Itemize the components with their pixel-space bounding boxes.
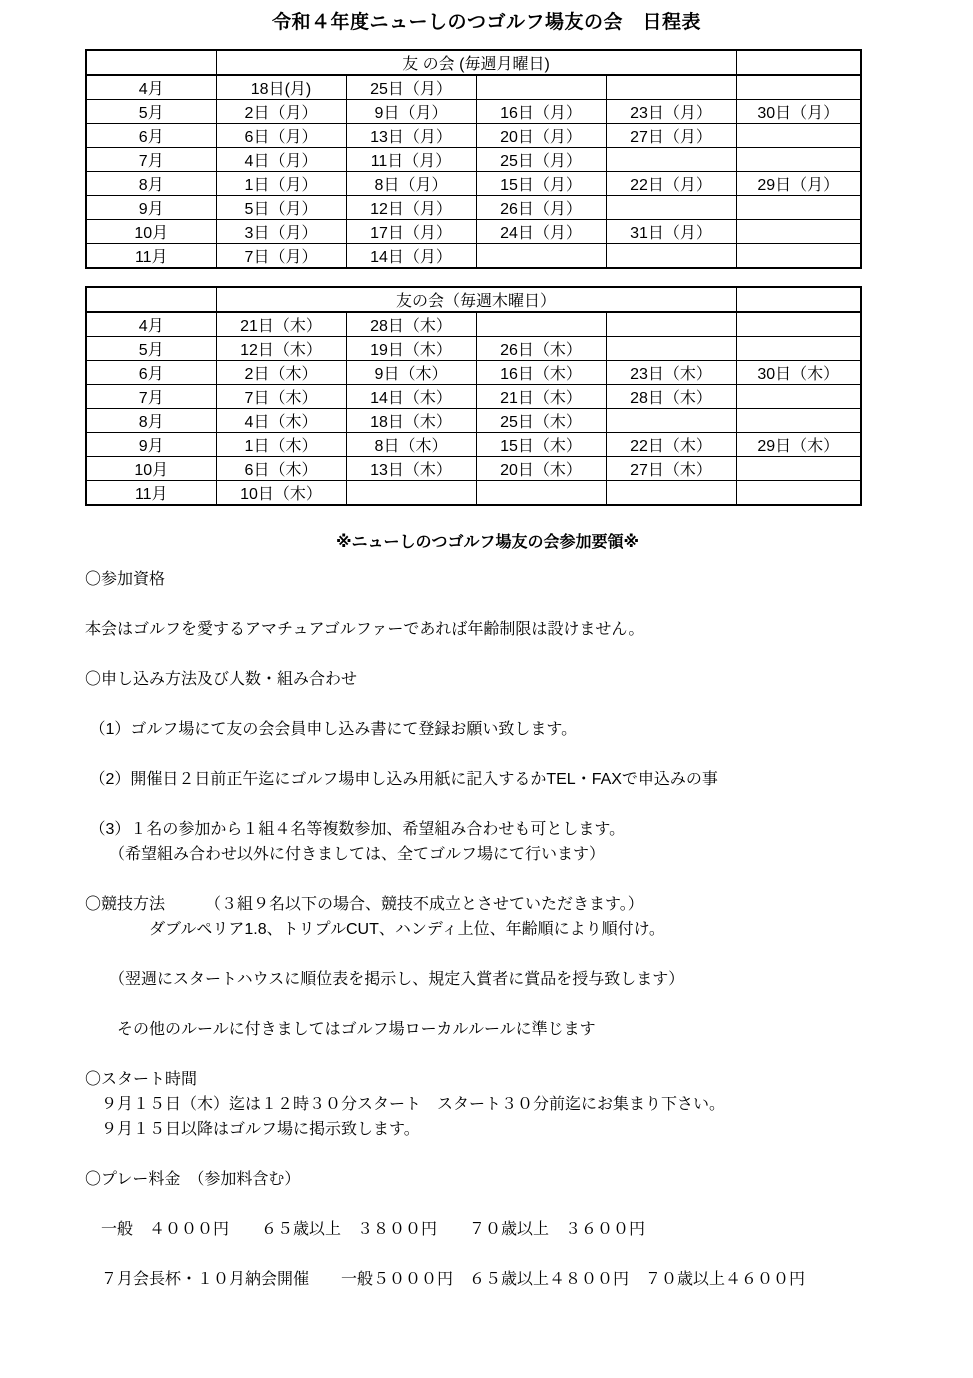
table-row (86, 220, 861, 244)
empty-date-cell (606, 75, 736, 100)
table-row (86, 172, 861, 196)
month-cell: 4月 (86, 312, 216, 337)
table-row (86, 385, 861, 409)
guideline-line: ９月１５日以降はゴルフ場に掲示致します。 (85, 1121, 420, 1138)
blank-line (85, 1142, 890, 1167)
month-cell: 9月 (86, 433, 216, 457)
guideline-line: （2）開催日２日前正午迄にゴルフ場申し込み用紙に記入するかTEL・FAXで申込みの事 (85, 771, 718, 788)
month-cell: 4月 (86, 75, 216, 100)
month-cell: 5月 (86, 337, 216, 361)
empty-date-cell (476, 75, 606, 100)
date-cell: 21日（木） (476, 385, 606, 409)
empty-date-cell (736, 244, 861, 269)
date-cell: 26日（月） (476, 196, 606, 220)
empty-date-cell (736, 124, 861, 148)
date-cell: 4日（木） (216, 409, 346, 433)
thursday-schedule-table (85, 286, 862, 506)
empty-date-cell (736, 75, 861, 100)
month-cell: 10月 (86, 457, 216, 481)
month-cell: 6月 (86, 124, 216, 148)
blank-line (85, 792, 890, 817)
date-cell: 19日（木） (346, 337, 476, 361)
date-cell: 14日（月） (346, 244, 476, 269)
table-title-thursday: 友の会（毎週木曜日） (216, 287, 736, 312)
empty-header-cell (86, 287, 216, 312)
guideline-line: （1）ゴルフ場にて友の会会員申し込み書にて登録お願い致します。 (85, 721, 578, 738)
date-cell: 28日（木） (346, 312, 476, 337)
blank-line (85, 692, 890, 717)
empty-date-cell (736, 337, 861, 361)
table-row (86, 148, 861, 172)
table-row (86, 100, 861, 124)
date-cell: 18日（木） (346, 409, 476, 433)
guidelines-heading: ※ニューしのつゴルフ場友の会参加要領※ (335, 534, 640, 551)
table-row (86, 457, 861, 481)
date-cell: 10日（木） (216, 481, 346, 506)
date-cell: 1日（月） (216, 172, 346, 196)
date-cell: 27日（木） (606, 457, 736, 481)
date-cell: 23日（木） (606, 361, 736, 385)
date-cell: 7日（木） (216, 385, 346, 409)
date-cell: 31日（月） (606, 220, 736, 244)
date-cell: 14日（木） (346, 385, 476, 409)
empty-date-cell (606, 148, 736, 172)
guideline-line: ダブルペリア1.8、トリプルCUT、ハンディ上位、年齢順により順付け。 (85, 921, 665, 938)
guideline-line: 〇競技方法 （３組９名以下の場合、競技不成立とさせていただきます。） (85, 896, 644, 913)
empty-header-cell (86, 50, 216, 75)
month-cell: 7月 (86, 148, 216, 172)
guideline-line: ９月１５日（木）迄は１２時３０分スタート スタート３０分前迄にお集まり下さい。 (85, 1096, 726, 1113)
date-cell: 17日（月） (346, 220, 476, 244)
date-cell: 25日（月） (346, 75, 476, 100)
date-cell: 15日（木） (476, 433, 606, 457)
date-cell: 13日（月） (346, 124, 476, 148)
date-cell: 4日（月） (216, 148, 346, 172)
guideline-line: 本会はゴルフを愛するアマチュアゴルファーであれば年齢制限は設けません。 (85, 621, 645, 638)
empty-date-cell (606, 481, 736, 506)
table-row (86, 433, 861, 457)
month-cell: 5月 (86, 100, 216, 124)
date-cell: 5日（月） (216, 196, 346, 220)
monday-schedule-table (85, 49, 862, 269)
empty-date-cell (606, 312, 736, 337)
date-cell: 29日（木） (736, 433, 861, 457)
empty-date-cell (736, 312, 861, 337)
date-cell: 27日（月） (606, 124, 736, 148)
date-cell: 6日（木） (216, 457, 346, 481)
document-title: 令和４年度ニューしのつゴルフ場友の会 日程表 (271, 12, 701, 33)
blank-line (85, 992, 890, 1017)
date-cell: 2日（木） (216, 361, 346, 385)
date-cell: 20日（木） (476, 457, 606, 481)
guideline-line: 〇参加資格 (85, 571, 166, 588)
guideline-line: 〇プレー料金 （参加料含む） (85, 1171, 301, 1188)
date-cell: 3日（月） (216, 220, 346, 244)
table-row (86, 361, 861, 385)
date-cell: 1日（木） (216, 433, 346, 457)
date-cell: 16日（木） (476, 361, 606, 385)
table-title-monday: 友 の会 (毎週月曜日) (216, 50, 736, 75)
date-cell: 20日（月） (476, 124, 606, 148)
table-row (86, 244, 861, 269)
date-cell: 25日（木） (476, 409, 606, 433)
month-cell: 11月 (86, 481, 216, 506)
month-cell: 9月 (86, 196, 216, 220)
guideline-line: その他のルールに付きましてはゴルフ場ローカルルールに準じます (85, 1021, 596, 1038)
table-header-row (86, 50, 861, 75)
guidelines-body (85, 567, 890, 1292)
table-row (86, 481, 861, 506)
date-cell: 9日（木） (346, 361, 476, 385)
empty-date-cell (476, 312, 606, 337)
empty-date-cell (736, 220, 861, 244)
date-cell: 12日（月） (346, 196, 476, 220)
empty-date-cell (736, 409, 861, 433)
date-cell: 11日（月） (346, 148, 476, 172)
date-cell: 16日（月） (476, 100, 606, 124)
empty-date-cell (606, 196, 736, 220)
date-cell: 8日（月） (346, 172, 476, 196)
table-row (86, 337, 861, 361)
guideline-line: 〇スタート時間 (85, 1071, 198, 1088)
empty-date-cell (346, 481, 476, 506)
guideline-line: 一般 ４０００円 ６５歳以上 ３８００円 ７０歳以上 ３６００円 (85, 1221, 646, 1238)
date-cell: 2日（月） (216, 100, 346, 124)
date-cell: 13日（木） (346, 457, 476, 481)
blank-line (85, 867, 890, 892)
month-cell: 6月 (86, 361, 216, 385)
empty-date-cell (606, 409, 736, 433)
table-header-row (86, 287, 861, 312)
date-cell: 7日（月） (216, 244, 346, 269)
empty-date-cell (606, 244, 736, 269)
date-cell: 25日（月） (476, 148, 606, 172)
table-row (86, 124, 861, 148)
empty-date-cell (736, 196, 861, 220)
guideline-line: 〇申し込み方法及び人数・組み合わせ (85, 671, 358, 688)
month-cell: 8月 (86, 409, 216, 433)
date-cell: 29日（月） (736, 172, 861, 196)
empty-date-cell (476, 244, 606, 269)
empty-date-cell (736, 148, 861, 172)
date-cell: 22日（月） (606, 172, 736, 196)
empty-date-cell (606, 337, 736, 361)
month-cell: 10月 (86, 220, 216, 244)
empty-header-cell (736, 50, 861, 75)
blank-line (85, 1242, 890, 1267)
table-row (86, 312, 861, 337)
blank-line (85, 1042, 890, 1067)
date-cell: 21日（木） (216, 312, 346, 337)
month-cell: 7月 (86, 385, 216, 409)
date-cell: 28日（木） (606, 385, 736, 409)
empty-date-cell (736, 385, 861, 409)
participation-guidelines (85, 530, 890, 1292)
date-cell: 8日（木） (346, 433, 476, 457)
guideline-line: （3）１名の参加から１組４名等複数参加、希望組み合わせも可とします。 (85, 821, 626, 838)
date-cell: 18日(月) (216, 75, 346, 100)
empty-date-cell (476, 481, 606, 506)
table-row (86, 409, 861, 433)
date-cell: 30日（月） (736, 100, 861, 124)
empty-date-cell (736, 481, 861, 506)
month-cell: 11月 (86, 244, 216, 269)
date-cell: 9日（月） (346, 100, 476, 124)
date-cell: 26日（木） (476, 337, 606, 361)
month-cell: 8月 (86, 172, 216, 196)
guideline-line: （翌週にスタートハウスに順位表を掲示し、規定入賞者に賞品を授与致します） (85, 971, 685, 988)
date-cell: 22日（木） (606, 433, 736, 457)
date-cell: 6日（月） (216, 124, 346, 148)
empty-header-cell (736, 287, 861, 312)
date-cell: 12日（木） (216, 337, 346, 361)
table-row (86, 196, 861, 220)
date-cell: 24日（月） (476, 220, 606, 244)
blank-line (85, 1192, 890, 1217)
date-cell: 15日（月） (476, 172, 606, 196)
date-cell: 30日（木） (736, 361, 861, 385)
blank-line (85, 942, 890, 967)
guideline-line: （希望組み合わせ以外に付きましては、全てゴルフ場にて行います） (85, 846, 606, 863)
blank-line (85, 642, 890, 667)
guideline-line: ７月会長杯・１０月納会開催 一般５０００円 ６５歳以上４８００円 ７０歳以上４６００円 (85, 1271, 806, 1288)
blank-line (85, 742, 890, 767)
date-cell: 23日（月） (606, 100, 736, 124)
table-row (86, 75, 861, 100)
blank-line (85, 592, 890, 617)
empty-date-cell (736, 457, 861, 481)
